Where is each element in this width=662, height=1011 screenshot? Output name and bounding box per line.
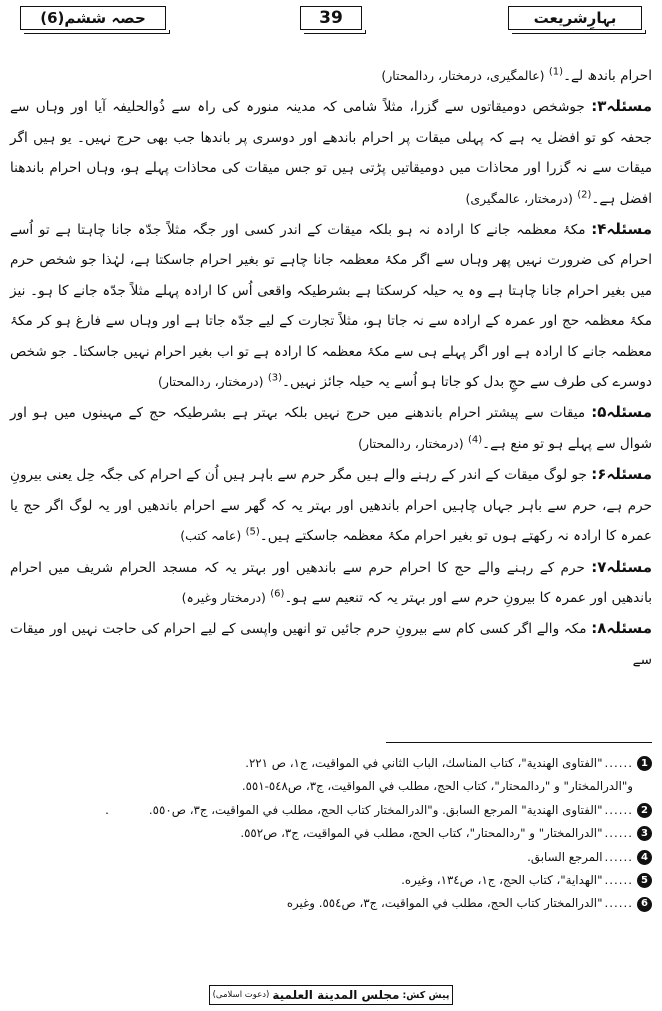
footnote-line bbox=[30, 752, 652, 775]
paragraph bbox=[10, 397, 652, 459]
paragraph bbox=[10, 613, 652, 675]
body-text bbox=[10, 60, 652, 675]
paragraph-text: جوشخص دومیقاتوں سے گزرا، مثلاً شامی کہ مدینہ منورہ کی راہ سے ذُوالحلیفہ آیا اور وہاں سے جحفہ کو تو افضل یہ ہے کہ پہلی میقات پر احرام باندھے اور دوسری پر باندھا جب بھی حرج نہیں۔ یو ہیں اگر میقات سے نہ گزرا اور محاذات میں دومیقاتیں پڑتی ہیں تو جس میقات کی محاذات پہلے ہو، وہاں احرام باندھنا افضل ہے۔ bbox=[10, 99, 652, 207]
paragraph-text: مکہ والے اگر کسی کام سے بیرونِ حرم جائیں تو انھیں واپسی کے لیے احرام کی حاجت نہیں اور میقات سے bbox=[10, 621, 652, 668]
footnote-line bbox=[30, 846, 652, 869]
leader-dots: ...... bbox=[604, 896, 633, 911]
footnote-line bbox=[30, 869, 652, 892]
footnote-marker: (1) bbox=[548, 66, 564, 78]
source-reference: (درمختار، ردالمحتار) bbox=[157, 374, 264, 390]
part-label: حصہ ششم(6) bbox=[40, 9, 146, 27]
footnote-number: 3 bbox=[637, 826, 652, 841]
paragraph-text: جو لوگ میقات کے اندر کے رہنے والے ہیں مگر حرم سے باہر ہیں اُن کے احرام کی جگہ حِل یعنی بیرونِ حرم ہے، حرم سے باہر جہاں چاہیں احرام باندھیں اور بہتر یہ کہ گھر سے احرام باندھیں اور یہ لوگ اگر حج یا عمرہ کا ارادہ نہ رکھتے ہوں تو بغیر احرام مکۂ معظمہ جاسکتے ہیں۔ bbox=[10, 467, 652, 545]
trailing-dot: . bbox=[105, 802, 109, 817]
masala-label: مسئلہ۸: bbox=[591, 619, 652, 638]
footnote-number: 4 bbox=[637, 850, 652, 865]
footnote-text: "الهداية"، كتاب الحج، ج١، ص١٣٤، وغيره. bbox=[401, 873, 603, 888]
book-title-box bbox=[508, 6, 642, 30]
page-number: 39 bbox=[319, 8, 343, 28]
paragraph bbox=[10, 459, 652, 551]
book-title: بہارِشریعت bbox=[533, 9, 617, 27]
footnote-text: "الفتاوى الهندية" المرجع السابق. و"الدرالمختار كتاب الحج، مطلب في المواقيت، ج٣، ص٥٥٠. bbox=[148, 802, 603, 817]
leader-dots: ...... bbox=[604, 826, 633, 841]
source-reference: (درمختار، ردالمحتار) bbox=[358, 435, 464, 451]
footnote-text: "الدرالمختار" و "ردالمحتار"، كتاب الحج، مطلب في المواقيت، ج٣، ص٥٥٢. bbox=[240, 826, 603, 841]
leader-dots: ...... bbox=[604, 756, 633, 770]
footnote-number: 6 bbox=[637, 897, 652, 912]
footnote-line bbox=[30, 799, 652, 822]
footnote-line bbox=[30, 775, 652, 798]
leader-dots: ...... bbox=[604, 802, 633, 817]
footnote-marker: (5) bbox=[245, 526, 260, 538]
banner-prefix: پیش کش: bbox=[402, 989, 450, 1001]
paragraph bbox=[10, 91, 652, 214]
leader-dots: ...... bbox=[604, 849, 633, 864]
paragraph-text: میقات سے پیشتر احرام باندھنے میں حرج نہیں بلکہ بہتر ہے بشرطیکہ حج کے مہینوں میں ہو اور شوال سے پہلے ہو تو منع ہے۔ bbox=[10, 405, 652, 452]
footnote-marker: (2) bbox=[577, 189, 592, 201]
source-reference: (درمختار، عالمگیری) bbox=[465, 190, 573, 206]
page-number-box bbox=[300, 6, 362, 30]
paragraph-text: حرم کے رہنے والے حج کا احرام حرم سے باندھیں اور بہتر یہ کہ مسجد الحرام شریف میں احرام باندھیں اور عمرہ کا بیرونِ حرم سے اور بہتر یہ کہ تنعیم سے ہو۔ bbox=[10, 559, 652, 606]
masala-label: مسئلہ۶: bbox=[591, 465, 652, 484]
footnote-number: 1 bbox=[637, 756, 652, 771]
page-header bbox=[0, 2, 662, 36]
masala-label: مسئلہ۷: bbox=[591, 557, 652, 576]
footnote-number: 5 bbox=[637, 873, 652, 888]
footnote-number: 2 bbox=[637, 803, 652, 818]
publisher-sub: (دعوت اسلامی) bbox=[212, 990, 270, 1000]
footnote-line bbox=[30, 892, 652, 915]
footnote-line bbox=[30, 822, 652, 845]
paragraph-text: احرام باندھ لے۔ bbox=[563, 68, 652, 84]
masala-label: مسئلہ۵: bbox=[591, 403, 652, 422]
source-reference: (عامہ کتب) bbox=[180, 528, 242, 544]
footnotes bbox=[30, 752, 652, 916]
footnote-separator bbox=[386, 742, 652, 743]
footnote-text: المرجع السابق. bbox=[527, 849, 603, 864]
footnote-text: و"الدرالمختار" و "ردالمحتار"، كتاب الحج، مطلب في المواقيت، ج٣، ص٥٤٨-٥٥١. bbox=[241, 779, 633, 794]
part-label-box bbox=[20, 6, 166, 30]
footnote-marker: (6) bbox=[270, 588, 285, 600]
source-reference: (عالمگیری، درمختار، ردالمحتار) bbox=[381, 68, 545, 83]
paragraph bbox=[10, 214, 652, 397]
leader-dots: ...... bbox=[604, 873, 633, 888]
footnote-text: "الدرالمختار كتاب الحج، مطلب في المواقيت، ج٣، ص٥٥٤. وغيره bbox=[286, 896, 603, 911]
paragraph bbox=[10, 60, 652, 91]
paragraph bbox=[10, 552, 652, 614]
masala-label: مسئلہ۳: bbox=[591, 97, 652, 116]
footnote-marker: (4) bbox=[467, 434, 483, 446]
masala-label: مسئلہ۴: bbox=[591, 220, 652, 239]
publisher-banner bbox=[209, 985, 453, 1005]
footnote-text: "الفتاوى الهندية"، كتاب المناسك، الباب الثاني في المواقيت، ج١، ص ٢٢١. bbox=[245, 756, 603, 770]
source-reference: (درمختار وغیرہ) bbox=[181, 589, 266, 605]
footnote-marker: (3) bbox=[267, 372, 282, 384]
paragraph-text: مکۂ معظمہ جانے کا ارادہ نہ ہو بلکہ میقات کے اندر کسی اور جگہ مثلاً جدّہ جانا چاہتا ہے تو اُسے احرام کی ضرورت نہیں پھر وہاں سے اگر مکۂ معظمہ جانا چاہے تو بغیر احرام جاسکتا ہے، لہٰذا جو شخص حرم میں بغیر احرام جانا چاہتا ہے وہ یہ حیلہ کرسکتا ہے بشرطیکہ واقعی اُس کا ارادہ پہلے مثلاً جدّہ جانے کا ہو۔ نیز مکۂ معظمہ حج اور عمرہ کے ارادہ سے نہ جاتا ہو، مثلاً تجارت کے لیے جدّہ جاتا ہے اور وہاں سے فارغ ہو کر مکۂ معظمہ جانے کا ارادہ ہے اور اگر پہلے ہی سے مکۂ معظمہ کا ارادہ ہے تو اب بغیر احرام نہیں جاسکتا۔ جو شخص دوسرے کی طرف سے حجِ بدل کو جاتا ہو اُسے یہ حیلہ جائز نہیں۔ bbox=[10, 222, 652, 391]
publisher-name: مجلس المدينة العلمية bbox=[272, 988, 400, 1002]
